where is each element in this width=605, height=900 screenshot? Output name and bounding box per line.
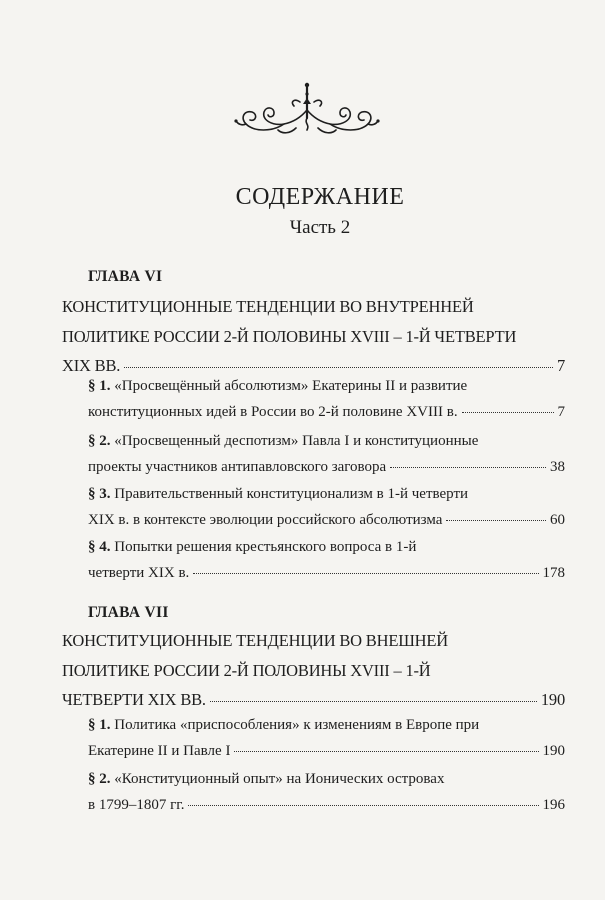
page-number: 190 (542, 743, 565, 759)
leader-dots (462, 412, 554, 413)
leader-dots (193, 573, 538, 574)
leader-dots (188, 805, 538, 806)
section-title-line: «Просвещённый абсолютизм» Екатерины II и развитие (114, 378, 468, 394)
section-title-line: Политика «приспособления» к изменениям в Европе при (114, 717, 480, 733)
leader-dots (210, 701, 537, 702)
section-title-line: конституционных идей в России во 2-й половине XVIII в. (88, 404, 458, 420)
section-title-line: Попытки решения крестьянского вопроса в 1-й (114, 539, 417, 555)
toc-section[interactable] (88, 373, 565, 425)
section-number: § 4. (88, 539, 111, 555)
toc-section[interactable] (88, 712, 565, 764)
page-number: 190 (540, 690, 565, 709)
chapter-label: ГЛАВА VII (88, 604, 169, 621)
chapter-title-line: ПОЛИТИКЕ РОССИИ 2-Й ПОЛОВИНЫ XVIII – 1-Й (62, 660, 431, 680)
toc-section[interactable] (88, 481, 565, 533)
chapter-label: ГЛАВА VI (88, 268, 163, 285)
chapter-title-line: ЧЕТВЕРТИ XIX ВВ. (62, 690, 206, 709)
chapter-title-line: ПОЛИТИКЕ РОССИИ 2-Й ПОЛОВИНЫ XVIII – 1-Й ЧЕТВЕРТИ (62, 326, 517, 346)
section-number: § 2. (88, 771, 111, 787)
chapter-title[interactable] (62, 626, 565, 715)
section-title-line: Правительственный конституционализм в 1-й четверти (114, 486, 469, 502)
page-title: СОДЕРЖАНИЕ (235, 184, 405, 210)
leader-dots (124, 367, 553, 368)
section-number: § 2. (88, 433, 111, 449)
leader-dots (234, 751, 538, 752)
chapter-title-line: КОНСТИТУЦИОННЫЕ ТЕНДЕНЦИИ ВО ВНЕШНЕЙ (62, 631, 448, 650)
section-title-line: проекты участников антипавловского заговора (88, 459, 387, 475)
chapter-title[interactable] (62, 292, 565, 381)
ornament-icon (232, 80, 382, 140)
section-number: § 1. (88, 378, 111, 394)
page-number: 7 (556, 356, 565, 375)
section-number: § 1. (88, 717, 111, 733)
section-title-line: Екатерине II и Павле I (88, 743, 231, 759)
section-number: § 3. (88, 486, 111, 502)
page-number: 178 (542, 565, 565, 581)
page-number: 7 (557, 404, 565, 420)
section-title-line: в 1799–1807 гг. (88, 797, 185, 813)
toc-section[interactable] (88, 428, 565, 480)
leader-dots (390, 467, 546, 468)
page-number: 196 (542, 797, 565, 813)
section-title-line: четверти XIX в. (88, 565, 190, 581)
toc-section[interactable] (88, 766, 565, 818)
section-title-line: XIX в. в контексте эволюции российского абсолютизма (88, 512, 443, 528)
chapter-title-line: КОНСТИТУЦИОННЫЕ ТЕНДЕНЦИИ ВО ВНУТРЕННЕЙ (62, 297, 474, 316)
page-number: 38 (550, 459, 565, 475)
page-number: 60 (550, 512, 565, 528)
section-title-line: «Конституционный опыт» на Ионических островах (114, 771, 445, 787)
section-title-line: «Просвещенный деспотизм» Павла I и конституционные (114, 433, 479, 449)
part-subtitle: Часть 2 (289, 217, 351, 238)
toc-section[interactable] (88, 534, 565, 586)
chapter-title-line: XIX ВВ. (62, 356, 121, 375)
leader-dots (446, 520, 546, 521)
